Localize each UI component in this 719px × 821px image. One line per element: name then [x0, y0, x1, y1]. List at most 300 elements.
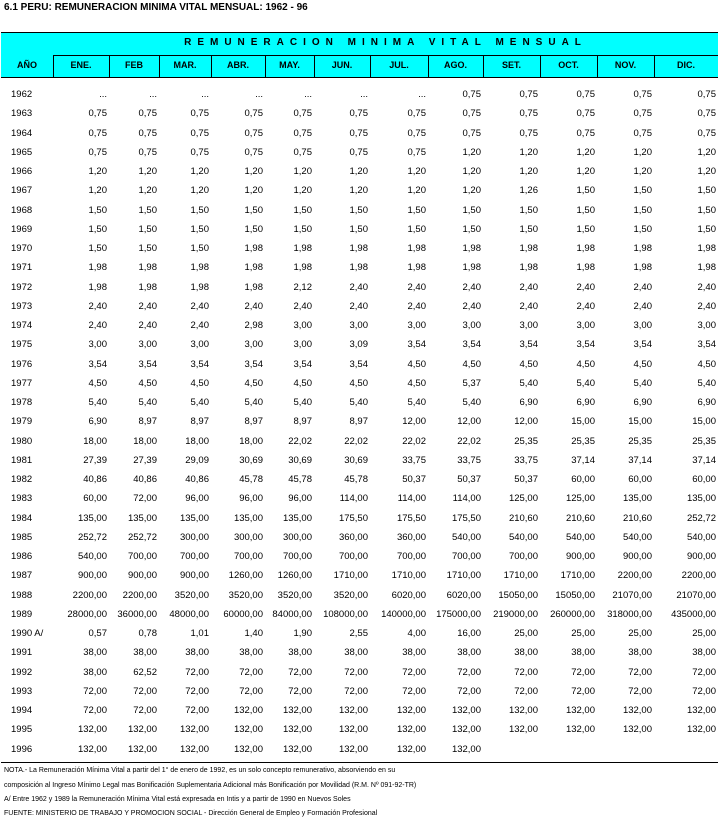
table-row [0, 356, 719, 375]
value-cell: 2,40 [190, 300, 209, 312]
value-cell: 1,20 [697, 166, 716, 177]
value-cell: 4,50 [519, 358, 538, 370]
value-cell: 72,00 [185, 705, 209, 716]
value-cell: 175000,00 [436, 608, 481, 620]
value-cell: 252,72 [77, 531, 107, 543]
value-cell: 1,98 [407, 262, 426, 274]
value-cell: 3,00 [407, 320, 426, 331]
value-cell: 0,75 [138, 146, 157, 158]
value-cell: 72,00 [344, 666, 368, 678]
year-cell: 1985 [11, 531, 33, 543]
value-cell: 175,50 [396, 512, 426, 524]
value-cell: 540,00 [565, 531, 595, 543]
value-cell: 2,40 [293, 300, 312, 312]
value-cell: 318000,00 [607, 608, 652, 620]
value-cell: 0,75 [293, 108, 312, 120]
value-cell: 252,72 [127, 531, 157, 543]
value-cell: 0,75 [138, 127, 157, 139]
year-cell: 1988 [11, 589, 33, 601]
value-cell: 0,75 [697, 127, 716, 139]
value-cell: 132,00 [233, 724, 263, 736]
table-row [0, 413, 719, 432]
value-cell: 50,37 [457, 474, 481, 485]
value-cell: 1,50 [138, 204, 157, 216]
value-cell: 900,00 [686, 551, 716, 562]
value-cell: 1,20 [633, 146, 652, 158]
value-cell: 1710,00 [446, 570, 481, 582]
month-header: MAY. [279, 60, 300, 70]
table-row [0, 125, 719, 144]
value-cell: 3,54 [244, 358, 263, 370]
value-cell: 3,09 [349, 339, 368, 351]
value-cell: 114,00 [452, 493, 481, 505]
value-cell: 4,50 [407, 377, 426, 389]
value-cell: 219000,00 [493, 608, 538, 620]
year-cell: 1965 [11, 146, 33, 158]
value-cell: 132,00 [77, 743, 107, 755]
column-separator [428, 56, 429, 77]
value-cell: 96,00 [288, 493, 312, 505]
value-cell: 125,00 [508, 493, 538, 505]
value-cell: 0,75 [88, 146, 107, 158]
value-cell: 22,02 [402, 435, 426, 447]
value-cell: 1,20 [462, 146, 481, 158]
value-cell: 25,35 [514, 435, 538, 447]
value-cell: 0,75 [138, 108, 157, 120]
value-cell: 0,75 [576, 89, 595, 100]
value-cell: 0,75 [244, 127, 263, 139]
table-row [0, 433, 719, 452]
value-cell: 1,20 [190, 166, 209, 177]
value-cell: 0,75 [519, 89, 538, 100]
value-cell: 1,98 [190, 281, 209, 293]
year-cell: 1995 [11, 724, 33, 736]
value-cell: 38,00 [133, 647, 157, 659]
value-cell: 2,40 [190, 320, 209, 331]
value-cell: 60,00 [571, 474, 595, 485]
value-cell: 37,14 [571, 454, 595, 466]
year-cell: 1970 [11, 243, 33, 254]
table-row [0, 702, 719, 721]
value-cell: 135,00 [622, 493, 652, 505]
value-cell: 1,50 [407, 204, 426, 216]
value-cell: 38,00 [83, 647, 107, 659]
value-cell: 1,20 [407, 166, 426, 177]
value-cell: 72,00 [571, 666, 595, 678]
value-cell: 0,75 [407, 146, 426, 158]
value-cell: 540,00 [622, 531, 652, 543]
header-top-rule [1, 32, 718, 33]
value-cell: 0,75 [576, 108, 595, 120]
year-cell: 1976 [11, 358, 33, 370]
value-cell: 1,50 [697, 204, 716, 216]
value-cell: 0,75 [244, 108, 263, 120]
table-row [0, 182, 719, 201]
value-cell: 27,39 [133, 454, 157, 466]
value-cell: 1260,00 [277, 570, 312, 582]
value-cell: 1,50 [293, 223, 312, 235]
table-row [0, 105, 719, 124]
year-cell: 1983 [11, 493, 33, 505]
value-cell: 4,50 [576, 358, 595, 370]
value-cell: 175,50 [451, 512, 481, 524]
value-cell: 2,40 [349, 300, 368, 312]
value-cell: 132,00 [179, 743, 209, 755]
value-cell: 1,98 [138, 262, 157, 274]
value-cell: 1,50 [88, 223, 107, 235]
value-cell: 3,54 [190, 358, 209, 370]
table-row [0, 298, 719, 317]
year-cell: 1975 [11, 339, 33, 351]
value-cell: 1,98 [462, 243, 481, 254]
value-cell: 132,00 [233, 743, 263, 755]
value-cell: ... [255, 89, 263, 100]
table-row [0, 644, 719, 663]
value-cell: 0,75 [407, 127, 426, 139]
value-cell: 1,98 [88, 281, 107, 293]
value-cell: 5,40 [519, 377, 538, 389]
value-cell: 6020,00 [446, 589, 481, 601]
value-cell: 1,50 [190, 223, 209, 235]
value-cell: 6,90 [88, 416, 107, 428]
column-separator [370, 56, 371, 77]
value-cell: 72,00 [288, 666, 312, 678]
year-cell: 1969 [11, 223, 33, 235]
value-cell: 6,90 [519, 397, 538, 408]
value-cell: 25,35 [571, 435, 595, 447]
year-cell: 1962 [11, 89, 33, 100]
value-cell: 0,75 [244, 146, 263, 158]
value-cell: 540,00 [686, 531, 716, 543]
value-cell: 2,12 [293, 281, 312, 293]
table-row [0, 567, 719, 586]
value-cell: 72,00 [457, 666, 481, 678]
value-cell: 60000,00 [223, 608, 263, 620]
value-cell: 72,00 [402, 666, 426, 678]
table-row [0, 336, 719, 355]
value-cell: 25,00 [571, 628, 595, 639]
value-cell: 1,20 [88, 166, 107, 177]
month-header: ENE. [70, 60, 92, 70]
month-header: FEB [125, 60, 143, 70]
value-cell: ... [99, 89, 107, 100]
year-cell: 1994 [11, 705, 33, 716]
value-cell: 25,35 [692, 435, 716, 447]
year-cell: 1992 [11, 666, 33, 678]
value-cell: 36000,00 [117, 608, 157, 620]
value-cell: 72,00 [402, 685, 426, 697]
value-cell: 72,00 [692, 666, 716, 678]
value-cell: 2,40 [576, 300, 595, 312]
value-cell: 114,00 [339, 493, 368, 505]
value-cell: 3,00 [244, 339, 263, 351]
value-cell: 3,00 [462, 320, 481, 331]
value-cell: 1,20 [138, 166, 157, 177]
table-row [0, 625, 719, 644]
value-cell: 1,98 [293, 243, 312, 254]
value-cell: 4,50 [633, 358, 652, 370]
value-cell: 132,00 [338, 724, 368, 736]
value-cell: 5,40 [407, 397, 426, 408]
year-cell: 1991 [11, 647, 33, 659]
value-cell: 2,40 [407, 300, 426, 312]
value-cell: 45,78 [288, 474, 312, 485]
value-cell: 72,00 [83, 705, 107, 716]
value-cell: 2,40 [519, 281, 538, 293]
value-cell: 3,54 [519, 339, 538, 351]
value-cell: 21070,00 [612, 589, 652, 601]
value-cell: 1,50 [293, 204, 312, 216]
value-cell: 3,54 [293, 358, 312, 370]
table-row [0, 664, 719, 683]
value-cell: 72,00 [628, 685, 652, 697]
value-cell: 0,75 [190, 108, 209, 120]
value-cell: 132,00 [77, 724, 107, 736]
table-row [0, 163, 719, 182]
value-cell: 1,98 [244, 243, 263, 254]
value-cell: 38,00 [692, 647, 716, 659]
value-cell: 38,00 [185, 647, 209, 659]
value-cell: 72,00 [185, 666, 209, 678]
value-cell: 33,75 [402, 454, 426, 466]
value-cell: 132,00 [282, 743, 312, 755]
value-cell: 5,40 [190, 397, 209, 408]
column-separator [483, 56, 484, 77]
year-cell: 1993 [11, 685, 33, 697]
table-row [0, 529, 719, 548]
value-cell: 135,00 [233, 512, 263, 524]
value-cell: 50,37 [514, 474, 538, 485]
year-cell: 1966 [11, 166, 33, 177]
month-header: SET. [501, 60, 521, 70]
value-cell: 132,00 [179, 724, 209, 736]
table-row [0, 471, 719, 490]
value-cell: 0,75 [349, 146, 368, 158]
value-cell: 72,00 [514, 685, 538, 697]
value-cell: 1,20 [138, 185, 157, 197]
group-title: REMUNERACION MINIMA VITAL MENSUAL [184, 37, 587, 48]
value-cell: 1,50 [244, 204, 263, 216]
value-cell: 15,00 [692, 416, 716, 428]
table-row [0, 741, 719, 760]
table-row [0, 259, 719, 278]
value-cell: 135,00 [282, 512, 312, 524]
value-cell: 18,00 [83, 435, 107, 447]
value-cell: 38,00 [571, 647, 595, 659]
value-cell: 50,37 [402, 474, 426, 485]
value-cell: 435000,00 [671, 608, 716, 620]
value-cell: 300,00 [282, 531, 312, 543]
value-cell: 5,40 [138, 397, 157, 408]
year-cell: 1977 [11, 377, 33, 389]
value-cell: 1,98 [576, 262, 595, 274]
value-cell: 3,54 [349, 358, 368, 370]
value-cell: 18,00 [185, 435, 209, 447]
value-cell: 135,00 [686, 493, 716, 505]
value-cell: 132,00 [451, 724, 481, 736]
value-cell: 132,00 [451, 743, 481, 755]
value-cell: 2,40 [138, 300, 157, 312]
value-cell: 3,00 [519, 320, 538, 331]
value-cell: 5,40 [88, 397, 107, 408]
value-cell: 1,20 [293, 166, 312, 177]
value-cell: 30,69 [239, 454, 263, 466]
value-cell: 96,00 [185, 493, 209, 505]
value-cell: 540,00 [508, 531, 538, 543]
column-separator [109, 56, 110, 77]
value-cell: 1,98 [576, 243, 595, 254]
value-cell: 1,50 [462, 223, 481, 235]
value-cell: 1,50 [633, 185, 652, 197]
value-cell: 3,54 [138, 358, 157, 370]
value-cell: 1,26 [519, 185, 538, 197]
value-cell: 33,75 [457, 454, 481, 466]
value-cell: 4,50 [697, 358, 716, 370]
table-row [0, 279, 719, 298]
value-cell: 84000,00 [272, 608, 312, 620]
value-cell: 3,00 [293, 320, 312, 331]
value-cell: 132,00 [396, 705, 426, 716]
value-cell: 1,50 [138, 223, 157, 235]
table-row [0, 86, 719, 105]
value-cell: 25,35 [628, 435, 652, 447]
value-cell: 0,75 [349, 108, 368, 120]
value-cell: 0,75 [293, 146, 312, 158]
value-cell: 40,86 [83, 474, 107, 485]
year-cell: 1987 [11, 570, 33, 582]
value-cell: 700,00 [338, 551, 368, 562]
value-cell: 2,40 [244, 300, 263, 312]
value-cell: 132,00 [508, 724, 538, 736]
year-cell: 1978 [11, 397, 33, 408]
value-cell: 1,20 [633, 166, 652, 177]
value-cell: 60,00 [692, 474, 716, 485]
value-cell: 700,00 [508, 551, 538, 562]
value-cell: 30,69 [288, 454, 312, 466]
value-cell: 132,00 [127, 724, 157, 736]
year-cell: 1967 [11, 185, 33, 197]
value-cell: 62,52 [133, 666, 157, 678]
value-cell: 0,75 [519, 108, 538, 120]
value-cell: 72,00 [133, 493, 157, 505]
value-cell: 132,00 [565, 705, 595, 716]
month-header: NOV. [614, 60, 637, 70]
value-cell: ... [304, 89, 312, 100]
month-header: OCT. [558, 60, 579, 70]
value-cell: 0,75 [462, 127, 481, 139]
value-cell: 72,00 [571, 685, 595, 697]
value-cell: 1,98 [697, 262, 716, 274]
year-cell: 1986 [11, 551, 33, 562]
value-cell: 1,98 [697, 243, 716, 254]
value-cell: 1,50 [407, 223, 426, 235]
value-cell: 140000,00 [381, 608, 426, 620]
table-row [0, 587, 719, 606]
value-cell: 3,54 [576, 339, 595, 351]
value-cell: 72,00 [133, 685, 157, 697]
value-cell: 3,00 [697, 320, 716, 331]
value-cell: 132,00 [565, 724, 595, 736]
value-cell: 1,40 [244, 628, 263, 639]
value-cell: 3,54 [462, 339, 481, 351]
month-header: ABR. [227, 60, 249, 70]
value-cell: 2200,00 [617, 570, 652, 582]
value-cell: 135,00 [127, 512, 157, 524]
value-cell: 5,40 [697, 377, 716, 389]
value-cell: 700,00 [233, 551, 263, 562]
year-cell: 1984 [11, 512, 33, 524]
value-cell: 38,00 [239, 647, 263, 659]
value-cell: 3520,00 [228, 589, 263, 601]
value-cell: 300,00 [179, 531, 209, 543]
value-cell: 1,20 [519, 146, 538, 158]
value-cell: 22,02 [457, 435, 481, 447]
value-cell: 1,20 [697, 146, 716, 158]
value-cell: 38,00 [288, 647, 312, 659]
value-cell: 2,40 [519, 300, 538, 312]
value-cell: 0,75 [633, 108, 652, 120]
value-cell: 3,00 [138, 339, 157, 351]
value-cell: 1,01 [190, 628, 209, 639]
value-cell: 1,98 [633, 262, 652, 274]
value-cell: 3,54 [633, 339, 652, 351]
value-cell: 3520,00 [333, 589, 368, 601]
value-cell: 1,50 [697, 185, 716, 197]
value-cell: 72,00 [344, 685, 368, 697]
value-cell: 45,78 [239, 474, 263, 485]
value-cell: 700,00 [451, 551, 481, 562]
value-cell: 0,75 [88, 127, 107, 139]
value-cell: 132,00 [338, 743, 368, 755]
value-cell: 175,50 [338, 512, 368, 524]
value-cell: 6,90 [697, 397, 716, 408]
month-header: MAR. [173, 60, 197, 70]
value-cell: 1,98 [519, 262, 538, 274]
value-cell: 38,00 [402, 647, 426, 659]
table-row [0, 510, 719, 529]
value-cell: 2,40 [407, 281, 426, 293]
value-cell: 60,00 [628, 474, 652, 485]
value-cell: 108000,00 [323, 608, 368, 620]
value-cell: 1,50 [349, 204, 368, 216]
value-cell: 12,00 [402, 416, 426, 428]
value-cell: 6,90 [576, 397, 595, 408]
value-cell: 125,00 [565, 493, 595, 505]
value-cell: 900,00 [179, 570, 209, 582]
value-cell: 1,20 [88, 185, 107, 197]
value-cell: 3,00 [88, 339, 107, 351]
value-cell: 700,00 [127, 551, 157, 562]
value-cell: 2,40 [138, 320, 157, 331]
value-cell: 1710,00 [333, 570, 368, 582]
value-cell: ... [201, 89, 209, 100]
value-cell: 28000,00 [67, 608, 107, 620]
value-cell: 132,00 [622, 724, 652, 736]
column-separator [597, 56, 598, 77]
column-separator [654, 56, 655, 77]
value-cell: 1710,00 [503, 570, 538, 582]
table-row [0, 202, 719, 221]
value-cell: 72,00 [628, 666, 652, 678]
value-cell: 1,20 [349, 166, 368, 177]
year-cell: 1979 [11, 416, 33, 428]
value-cell: 15,00 [628, 416, 652, 428]
value-cell: 1,98 [349, 262, 368, 274]
value-cell: 1,50 [576, 185, 595, 197]
value-cell: 0,75 [407, 108, 426, 120]
value-cell: 48000,00 [169, 608, 209, 620]
value-cell: 30,69 [344, 454, 368, 466]
